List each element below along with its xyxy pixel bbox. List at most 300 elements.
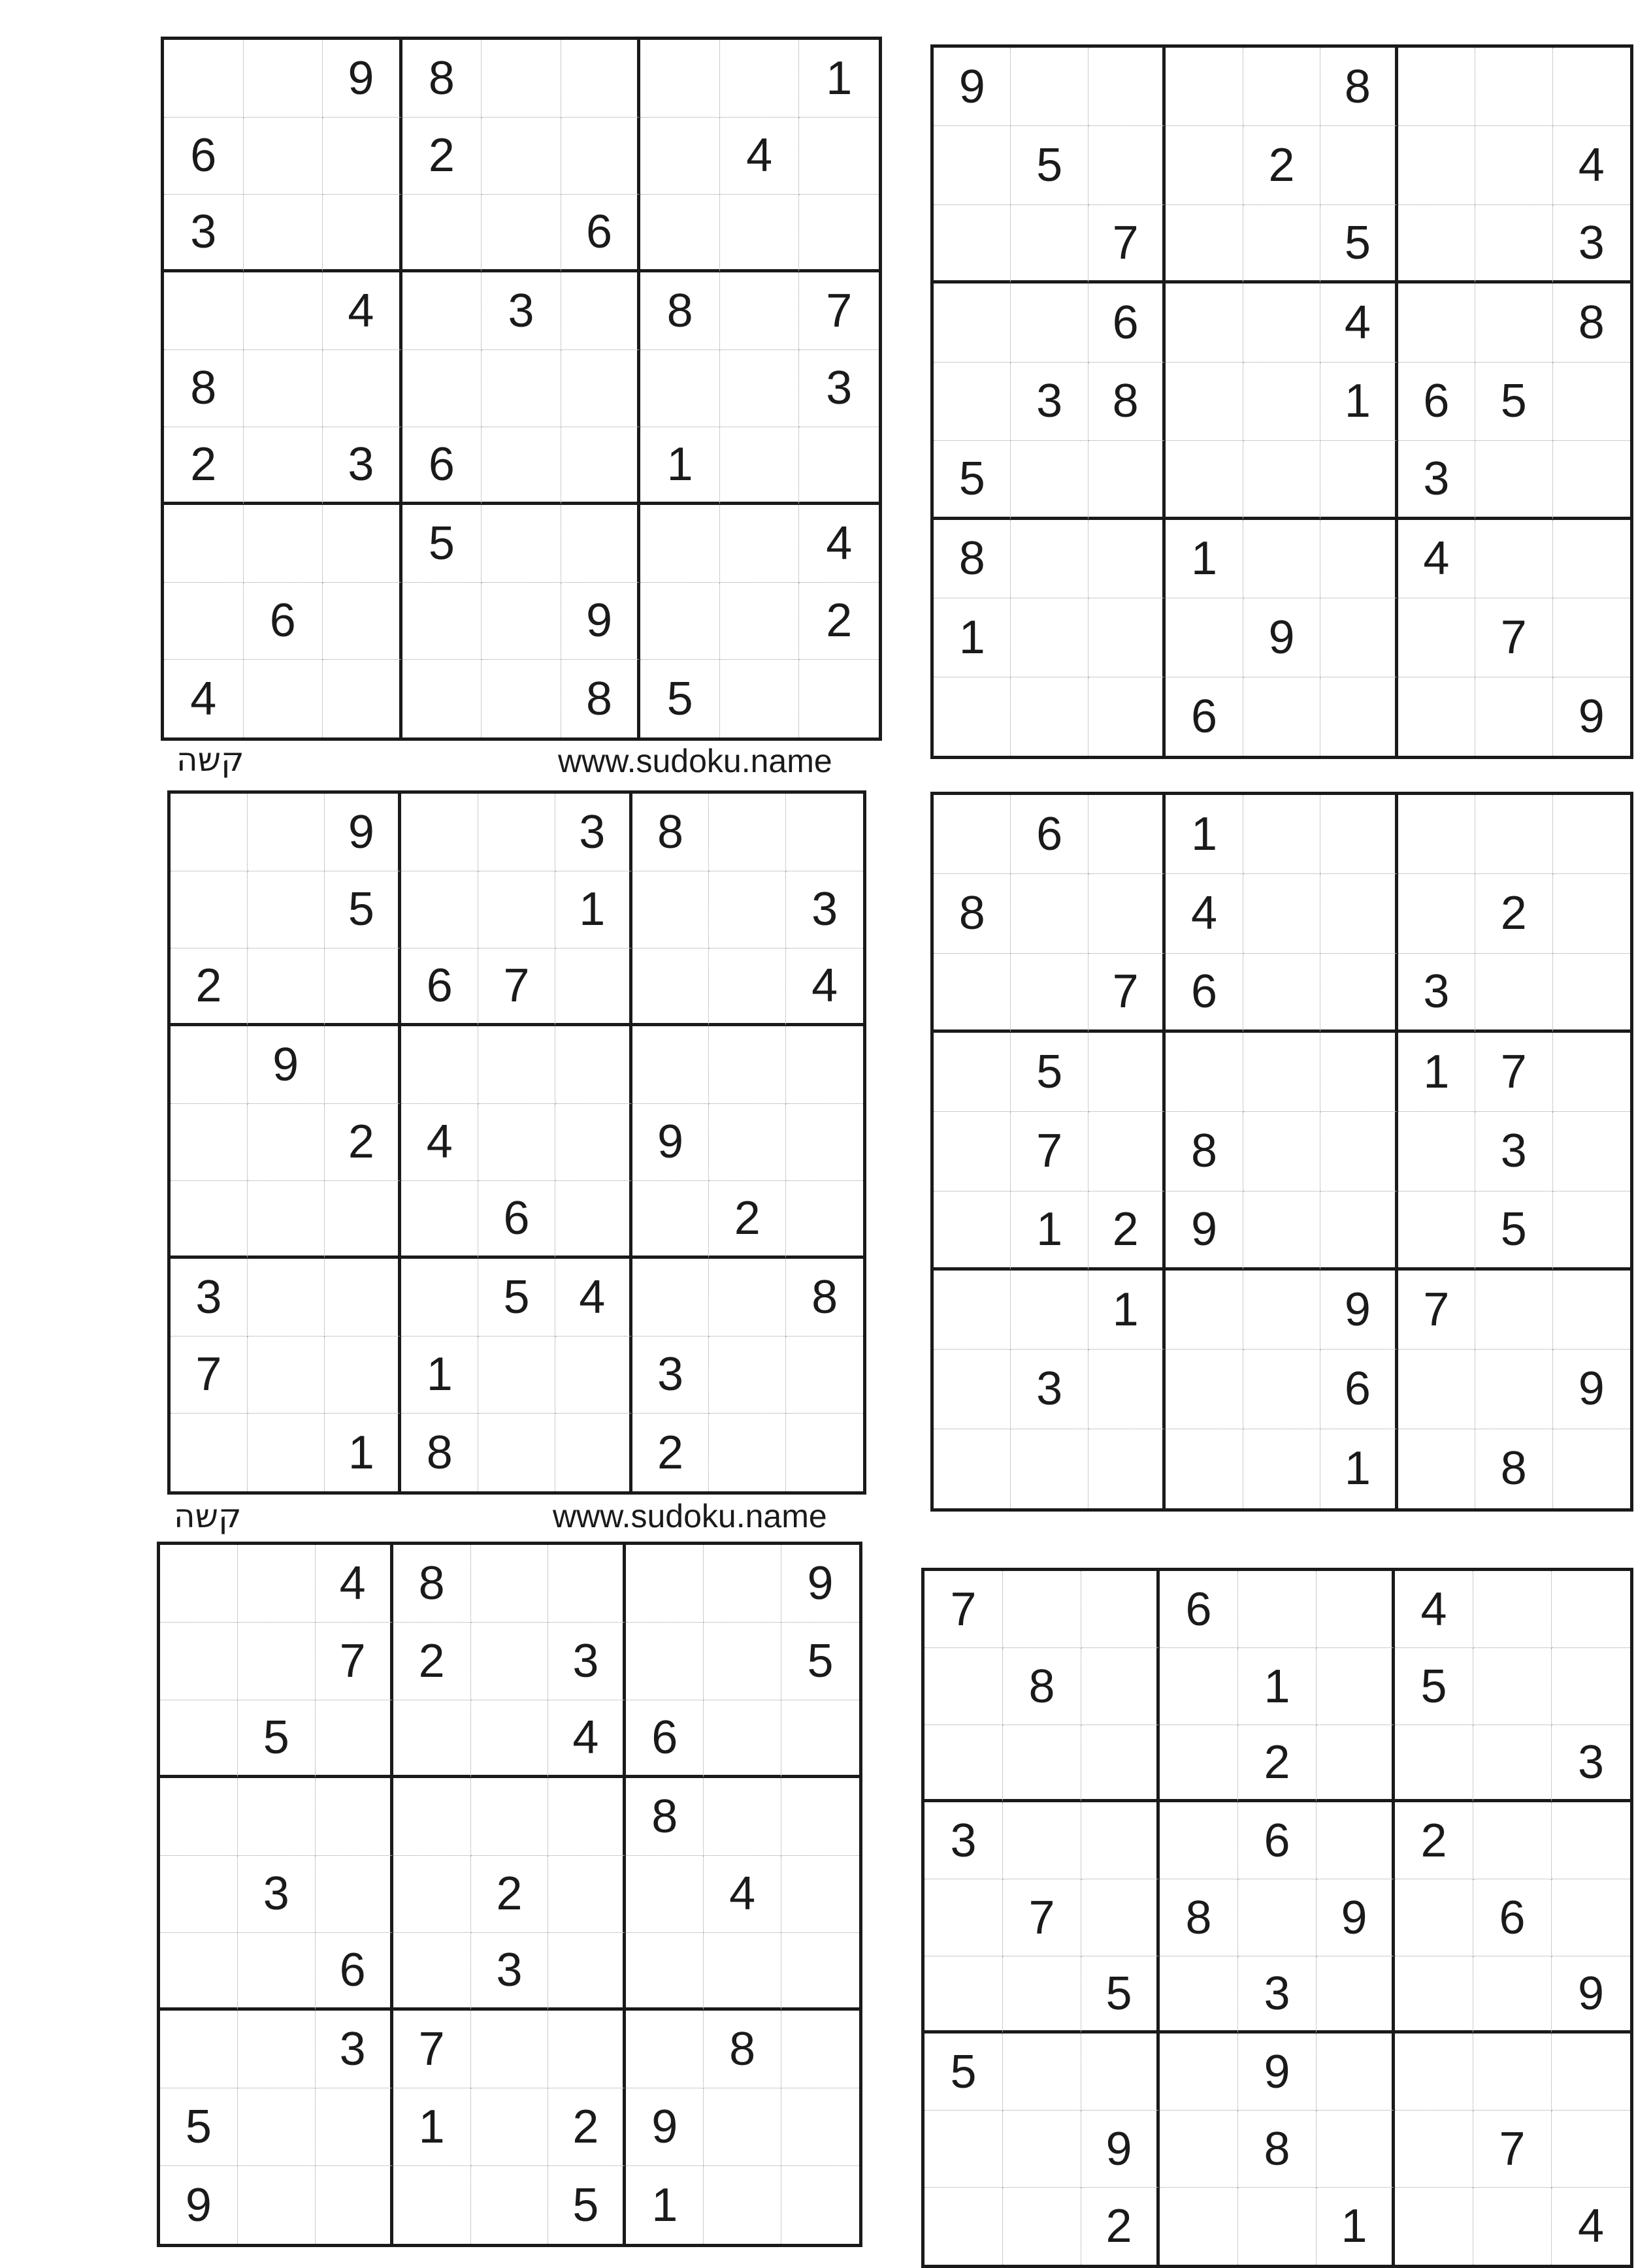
sudoku-cell: 3 (316, 2011, 393, 2088)
sudoku-cell (401, 871, 478, 949)
sudoku-cell (1398, 48, 1475, 126)
sudoku-cell (704, 1700, 781, 1778)
sudoku-cell: 5 (1395, 1648, 1473, 1725)
sudoku-cell (160, 1778, 238, 1856)
sudoku-cell: 6 (401, 948, 478, 1026)
sudoku-cell (934, 677, 1011, 756)
sudoku-cell (402, 583, 482, 660)
sudoku-cell: 8 (632, 794, 710, 871)
sudoku-cell (1398, 205, 1475, 284)
sudoku-cell (1395, 2188, 1473, 2265)
sudoku-cell (248, 1259, 325, 1336)
sudoku-cell: 2 (632, 1414, 710, 1491)
sudoku-cell (1243, 1033, 1320, 1112)
sudoku-cell: 3 (1011, 363, 1088, 441)
sudoku-cell (1166, 126, 1243, 204)
sudoku-cell (323, 660, 402, 737)
sudoku-cell: 2 (325, 1104, 402, 1182)
sudoku-cell (244, 118, 323, 195)
sudoku-cell (934, 126, 1011, 204)
sudoku-cell: 6 (1160, 1571, 1238, 1648)
sudoku-cell (640, 350, 720, 428)
sudoku-cell (1011, 874, 1088, 953)
sudoku-cell (1320, 954, 1398, 1033)
sudoku-cell (171, 1026, 248, 1104)
sudoku-cell: 2 (171, 948, 248, 1026)
sudoku-cell (704, 1933, 781, 2011)
sudoku-cell: 3 (171, 1259, 248, 1336)
sudoku-cell: 8 (626, 1778, 704, 1856)
sudoku-cell: 9 (1552, 1956, 1630, 2033)
sudoku-cell: 5 (1011, 126, 1088, 204)
sudoku-cell (325, 948, 402, 1026)
sudoku-cell (1081, 2033, 1160, 2111)
sudoku-cell: 7 (1088, 954, 1166, 1033)
sudoku-cell: 4 (786, 948, 863, 1026)
sudoku-cell (709, 871, 786, 949)
sudoku-cell (471, 1545, 549, 1623)
sudoku-cell: 7 (1088, 205, 1166, 284)
sudoku-cell (799, 118, 879, 195)
sudoku-cell (244, 40, 323, 118)
sudoku-cell (171, 794, 248, 871)
sudoku-cell: 5 (238, 1700, 316, 1778)
sudoku-cell (1166, 1033, 1243, 1112)
sudoku-cell: 3 (786, 871, 863, 949)
sudoku-cell (482, 427, 561, 505)
sudoku-cell (924, 1956, 1003, 2033)
sudoku-cell: 4 (401, 1104, 478, 1182)
sudoku-cell (1088, 441, 1166, 519)
sudoku-cell: 1 (626, 2166, 704, 2244)
sudoku-cell (1011, 205, 1088, 284)
sudoku-cell: 6 (1166, 677, 1243, 756)
sudoku-cell (1166, 441, 1243, 519)
sudoku-cell (632, 1259, 710, 1336)
sudoku-cell (1553, 598, 1630, 677)
sudoku-cell: 1 (1398, 1033, 1475, 1112)
sudoku-cell (401, 1026, 478, 1104)
sudoku-cell: 5 (478, 1259, 555, 1336)
sudoku-cell (1317, 1725, 1395, 1802)
sudoku-grid (167, 790, 866, 1495)
sudoku-cell (786, 1104, 863, 1182)
sudoku-cell (1003, 1802, 1081, 1879)
sudoku-cell: 6 (561, 195, 641, 272)
sudoku-cell (640, 195, 720, 272)
sudoku-cell: 1 (1320, 363, 1398, 441)
sudoku-cell: 3 (471, 1933, 549, 2011)
sudoku-cell (626, 1856, 704, 1934)
sudoku-cell (561, 427, 641, 505)
sudoku-cell (709, 794, 786, 871)
sudoku-cell (1243, 874, 1320, 953)
sudoku-cell: 8 (704, 2011, 781, 2088)
sudoku-cell: 4 (323, 272, 402, 350)
sudoku-cell (1317, 1648, 1395, 1725)
sudoku-cell (1160, 1802, 1238, 1879)
sudoku-cell (561, 272, 641, 350)
sudoku-cell (704, 2166, 781, 2244)
sudoku-cell (1081, 1802, 1160, 1879)
sudoku-cell (626, 1933, 704, 2011)
sudoku-cell (924, 1879, 1003, 1956)
sudoku-cell (548, 2011, 626, 2088)
sudoku-cell (1475, 48, 1552, 126)
sudoku-cell (561, 350, 641, 428)
sudoku-cell (781, 1700, 859, 1778)
sudoku-cell (1398, 1350, 1475, 1429)
sudoku-cell: 3 (555, 794, 632, 871)
sudoku-cell (626, 1623, 704, 1700)
sudoku-cell (238, 1933, 316, 2011)
sudoku-cell (1003, 1571, 1081, 1648)
sudoku-cell: 2 (1475, 874, 1552, 953)
sudoku-cell (1320, 795, 1398, 874)
sudoku-cell (1166, 284, 1243, 362)
sudoku-cell (1553, 48, 1630, 126)
sudoku-cell: 7 (316, 1623, 393, 1700)
sudoku-cell: 4 (1398, 520, 1475, 598)
sudoku-cell: 3 (548, 1623, 626, 1700)
sudoku-cell (323, 195, 402, 272)
sudoku-cell (1553, 520, 1630, 598)
sudoku-cell: 8 (1320, 48, 1398, 126)
sudoku-cell: 3 (1398, 441, 1475, 519)
sudoku-cell (640, 505, 720, 583)
sudoku-cell (1243, 441, 1320, 519)
sudoku-cell (244, 427, 323, 505)
sudoku-cell (1395, 1725, 1473, 1802)
sudoku-cell (720, 272, 800, 350)
sudoku-cell: 2 (1081, 2188, 1160, 2265)
sudoku-cell: 5 (924, 2033, 1003, 2111)
sudoku-cell (402, 350, 482, 428)
sudoku-cell (1553, 1429, 1630, 1508)
sudoku-cell (1475, 954, 1552, 1033)
sudoku-cell (1243, 1191, 1320, 1271)
sudoku-cell: 1 (1011, 1191, 1088, 1271)
sudoku-cell (555, 1181, 632, 1259)
sudoku-cell: 1 (1320, 1429, 1398, 1508)
sudoku-cell (561, 505, 641, 583)
sudoku-cell (1243, 284, 1320, 362)
sudoku-cell (934, 1033, 1011, 1112)
sudoku-cell: 1 (325, 1414, 402, 1491)
sudoku-cell (323, 583, 402, 660)
sudoku-cell (316, 2088, 393, 2166)
sudoku-cell (471, 2088, 549, 2166)
sudoku-cell (1552, 1571, 1630, 1648)
sudoku-cell (1553, 441, 1630, 519)
sudoku-cell (1320, 677, 1398, 756)
sudoku-cell: 2 (548, 2088, 626, 2166)
sudoku-cell: 8 (401, 1414, 478, 1491)
sudoku-cell (238, 1545, 316, 1623)
sudoku-cell: 9 (1317, 1879, 1395, 1956)
sudoku-cell (1160, 2188, 1238, 2265)
sudoku-cell (555, 1414, 632, 1491)
sudoku-cell: 9 (1553, 1350, 1630, 1429)
sudoku-cell (934, 205, 1011, 284)
sudoku-cell: 1 (393, 2088, 471, 2166)
sudoku-cell (1475, 441, 1552, 519)
sudoku-cell (1088, 1350, 1166, 1429)
sudoku-cell (325, 1336, 402, 1414)
sudoku-cell (1011, 520, 1088, 598)
sudoku-cell (316, 2166, 393, 2244)
sudoku-cell: 9 (1081, 2111, 1160, 2188)
sudoku-cell (704, 1623, 781, 1700)
sudoku-cell: 9 (1578, 690, 1605, 743)
sudoku-grid (921, 1568, 1633, 2268)
sudoku-cell: 4 (704, 1856, 781, 1934)
sudoku-cell: 1 (640, 427, 720, 505)
sudoku-cell: 6 (1011, 795, 1088, 874)
sudoku-cell (555, 948, 632, 1026)
sudoku-cell (786, 794, 863, 871)
sudoku-cell (786, 1414, 863, 1491)
sudoku-cell (478, 794, 555, 871)
sudoku-cell: 7 (1003, 1879, 1081, 1956)
sudoku-cell (1243, 954, 1320, 1033)
sudoku-cell: 5 (160, 2088, 238, 2166)
sudoku-cell (160, 1545, 238, 1623)
sudoku-cell (1553, 874, 1630, 953)
sudoku-cell (1081, 1879, 1160, 1956)
sudoku-cell (393, 1933, 471, 2011)
sudoku-cell: 8 (640, 272, 720, 350)
sudoku-cell (1553, 1271, 1630, 1350)
sudoku-cell (471, 1700, 549, 1778)
sudoku-cell (402, 272, 482, 350)
sudoku-cell (1398, 1191, 1475, 1271)
sudoku-cell (471, 1623, 549, 1700)
sudoku-cell (1398, 677, 1475, 756)
sudoku-cell (478, 871, 555, 949)
sudoku-cell: 7 (799, 272, 879, 350)
sudoku-cell (244, 350, 323, 428)
sudoku-cell: 6 (244, 583, 323, 660)
sudoku-cell (1011, 677, 1088, 756)
sudoku-cell: 5 (402, 505, 482, 583)
sudoku-cell: 6 (1166, 954, 1243, 1033)
sudoku-cell (164, 583, 244, 660)
sudoku-cell (555, 1336, 632, 1414)
sudoku-cell (478, 1336, 555, 1414)
sudoku-cell (238, 2166, 316, 2244)
sudoku-cell: 9 (323, 40, 402, 118)
sudoku-cell: 8 (1475, 1429, 1552, 1508)
sudoku-cell (632, 948, 710, 1026)
sudoku-cell: 6 (1320, 1350, 1398, 1429)
sudoku-cell (1003, 2188, 1081, 2265)
sudoku-cell (316, 1778, 393, 1856)
sudoku-cell (934, 363, 1011, 441)
sudoku-cell (1011, 954, 1088, 1033)
sudoku-cell (1473, 2033, 1552, 2111)
sudoku-cell: 9 (626, 2088, 704, 2166)
sudoku-cell (482, 350, 561, 428)
sudoku-cell (720, 505, 800, 583)
sudoku-cell: 8 (934, 520, 1011, 598)
sudoku-cell (934, 284, 1011, 362)
source-website-label: www.sudoku.name (558, 743, 832, 779)
sudoku-cell: 3 (323, 427, 402, 505)
sudoku-cell (1553, 363, 1630, 441)
sudoku-cell (786, 1181, 863, 1259)
sudoku-cell (401, 1181, 478, 1259)
sudoku-cell: 5 (325, 871, 402, 949)
sudoku-cell (160, 1856, 238, 1934)
sudoku-cell (1088, 1112, 1166, 1191)
sudoku-cell: 3 (1553, 205, 1630, 284)
sudoku-cell (640, 583, 720, 660)
sudoku-cell (1398, 598, 1475, 677)
sudoku-cell (720, 40, 800, 118)
sudoku-cell (1553, 1033, 1630, 1112)
sudoku-cell (482, 195, 561, 272)
sudoku-cell (934, 1350, 1011, 1429)
sudoku-cell (1011, 1271, 1088, 1350)
sudoku-cell (171, 871, 248, 949)
sudoku-cell: 2 (164, 427, 244, 505)
sudoku-cell (1003, 2111, 1081, 2188)
sudoku-cell: 8 (934, 874, 1011, 953)
sudoku-cell (1320, 520, 1398, 598)
sudoku-cell (1243, 1112, 1320, 1191)
sudoku-cell (709, 1104, 786, 1182)
sudoku-cell (393, 1856, 471, 1934)
sudoku-cell (1473, 1648, 1552, 1725)
sudoku-cell: 8 (786, 1259, 863, 1336)
sudoku-cell (1552, 2111, 1630, 2188)
sudoku-cell (799, 427, 879, 505)
sudoku-cell (402, 660, 482, 737)
sudoku-cell (720, 660, 800, 737)
sudoku-cell: 2 (799, 583, 879, 660)
sudoku-cell: 3 (482, 272, 561, 350)
sudoku-cell: 9 (632, 1104, 710, 1182)
sudoku-cell (1320, 1033, 1398, 1112)
sudoku-cell: 3 (1475, 1112, 1552, 1191)
sudoku-cell: 4 (1320, 284, 1398, 362)
sudoku-cell: 3 (238, 1856, 316, 1934)
sudoku-cell: 8 (164, 350, 244, 428)
sudoku-cell (709, 1026, 786, 1104)
sudoku-cell (709, 1259, 786, 1336)
sudoku-cell: 7 (393, 2011, 471, 2088)
sudoku-cell (1475, 205, 1552, 284)
sudoku-cell (164, 272, 244, 350)
sudoku-cell (781, 1856, 859, 1934)
sudoku-cell (471, 2011, 549, 2088)
sudoku-cell (934, 1429, 1011, 1508)
sudoku-cell (1475, 1271, 1552, 1350)
sudoku-cell: 9 (1320, 1271, 1398, 1350)
sudoku-cell (164, 40, 244, 118)
sudoku-cell (1320, 598, 1398, 677)
sudoku-cell (799, 195, 879, 272)
sudoku-cell (1398, 284, 1475, 362)
sudoku-grid (161, 37, 882, 741)
sudoku-cell (1398, 1429, 1475, 1508)
sudoku-cell (626, 2011, 704, 2088)
sudoku-cell (1088, 677, 1166, 756)
sudoku-grid (930, 44, 1633, 759)
sudoku-cell: 8 (1166, 1112, 1243, 1191)
sudoku-cell (1243, 48, 1320, 126)
sudoku-cell: 6 (626, 1700, 704, 1778)
sudoku-cell (471, 1778, 549, 1856)
sudoku-cell: 1 (799, 40, 879, 118)
sudoku-cell: 1 (1238, 1648, 1317, 1725)
sudoku-cell: 6 (1238, 1802, 1317, 1879)
sudoku-cell (1243, 795, 1320, 874)
difficulty-label: קשה (176, 741, 244, 779)
sudoku-cell: 3 (1398, 954, 1475, 1033)
sudoku-cell (1166, 363, 1243, 441)
sudoku-cell (1160, 2033, 1238, 2111)
sudoku-cell (1088, 126, 1166, 204)
sudoku-cell (1398, 1112, 1475, 1191)
sudoku-cell (632, 1181, 710, 1259)
sudoku-cell: 8 (1238, 2111, 1317, 2188)
sudoku-cell (238, 2088, 316, 2166)
sudoku-cell: 6 (1398, 363, 1475, 441)
sudoku-cell (786, 1026, 863, 1104)
sudoku-cell: 2 (1238, 1725, 1317, 1802)
sudoku-cell (1243, 205, 1320, 284)
sudoku-cell (160, 2011, 238, 2088)
sudoku-cell (248, 871, 325, 949)
sudoku-cell (1011, 598, 1088, 677)
sudoku-cell (1398, 795, 1475, 874)
sudoku-cell: 7 (1398, 1271, 1475, 1350)
sudoku-cell (482, 583, 561, 660)
sudoku-cell (478, 1104, 555, 1182)
sudoku-cell (160, 1700, 238, 1778)
sudoku-cell (1475, 520, 1552, 598)
sudoku-cell (1166, 598, 1243, 677)
sudoku-cell (1081, 1571, 1160, 1648)
sudoku-cell: 5 (1011, 1033, 1088, 1112)
sudoku-cell: 2 (709, 1181, 786, 1259)
sudoku-cell (482, 505, 561, 583)
sudoku-cell (316, 1700, 393, 1778)
sudoku-cell: 5 (1475, 1191, 1552, 1271)
sudoku-cell (482, 40, 561, 118)
sudoku-cell (1320, 126, 1398, 204)
sudoku-cell (1166, 1429, 1243, 1508)
sudoku-cell (171, 1181, 248, 1259)
sudoku-cell (1243, 1350, 1320, 1429)
sudoku-cell (1395, 1956, 1473, 2033)
sudoku-cell: 5 (781, 1623, 859, 1700)
sudoku-cell: 3 (799, 350, 879, 428)
sudoku-cell: 4 (164, 660, 244, 737)
sudoku-cell (1081, 1725, 1160, 1802)
sudoku-cell: 8 (1003, 1648, 1081, 1725)
sudoku-cell: 3 (924, 1802, 1003, 1879)
sudoku-cell: 5 (1081, 1956, 1160, 2033)
sudoku-cell: 5 (548, 2166, 626, 2244)
sudoku-cell (325, 1026, 402, 1104)
sudoku-cell (1317, 1956, 1395, 2033)
sudoku-cell: 7 (1473, 2111, 1552, 2188)
sudoku-cell: 6 (316, 1933, 393, 2011)
sudoku-cell (1473, 1571, 1552, 1648)
